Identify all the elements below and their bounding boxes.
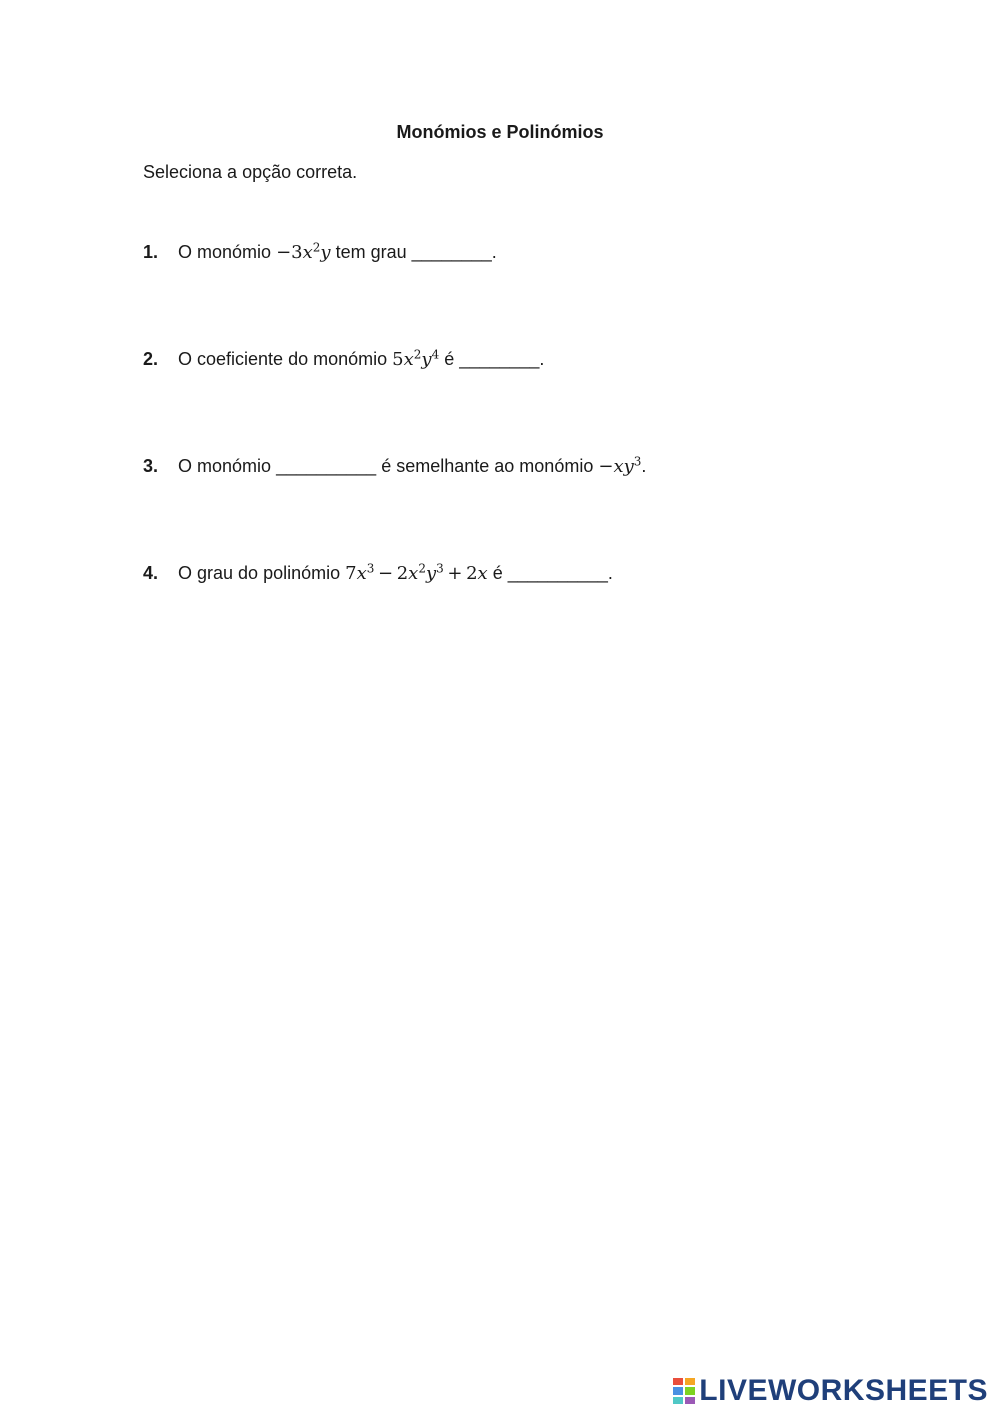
math-expression: $-xy^3$: [598, 454, 642, 477]
question-number: 2.: [143, 349, 159, 369]
instruction-text: Seleciona a opção correta.: [143, 162, 358, 182]
question-text: O monómio: [178, 456, 272, 476]
question-text: O monómio: [178, 242, 272, 262]
question-text: O coeficiente do monómio: [178, 349, 388, 369]
question-text: tem grau: [335, 242, 407, 262]
answer-blank[interactable]: ________: [459, 349, 540, 369]
question-2: [143, 347, 544, 372]
page-title: Monómios e Polinómios: [396, 122, 604, 142]
period: .: [607, 563, 613, 583]
math-expression: $5x^2y^4$: [392, 347, 440, 370]
period: .: [539, 349, 545, 369]
answer-blank[interactable]: __________: [507, 563, 608, 583]
question-text: O grau do polinómio: [178, 563, 341, 583]
question-text: é: [444, 349, 455, 369]
question-number: 4.: [143, 563, 159, 583]
math-expression: $-3x^2y$: [276, 240, 331, 263]
math-expression: $7x^3 - 2x^2y^3 + 2x$: [345, 561, 488, 584]
question-number: 1.: [143, 242, 159, 262]
question-3: [143, 454, 646, 479]
question-4: [143, 561, 613, 586]
period: .: [491, 242, 497, 262]
liveworksheets-logo-icon: [673, 1378, 695, 1404]
question-text: é semelhante ao monómio: [381, 456, 594, 476]
question-number: 3.: [143, 456, 159, 476]
question-text: é: [492, 563, 503, 583]
question-1: [143, 240, 497, 265]
liveworksheets-logo: [673, 1372, 988, 1410]
period: .: [641, 456, 647, 476]
answer-blank[interactable]: __________: [276, 456, 377, 476]
answer-blank[interactable]: ________: [411, 242, 492, 262]
logo-text: LIVEWORKSHEETS: [699, 1374, 988, 1407]
